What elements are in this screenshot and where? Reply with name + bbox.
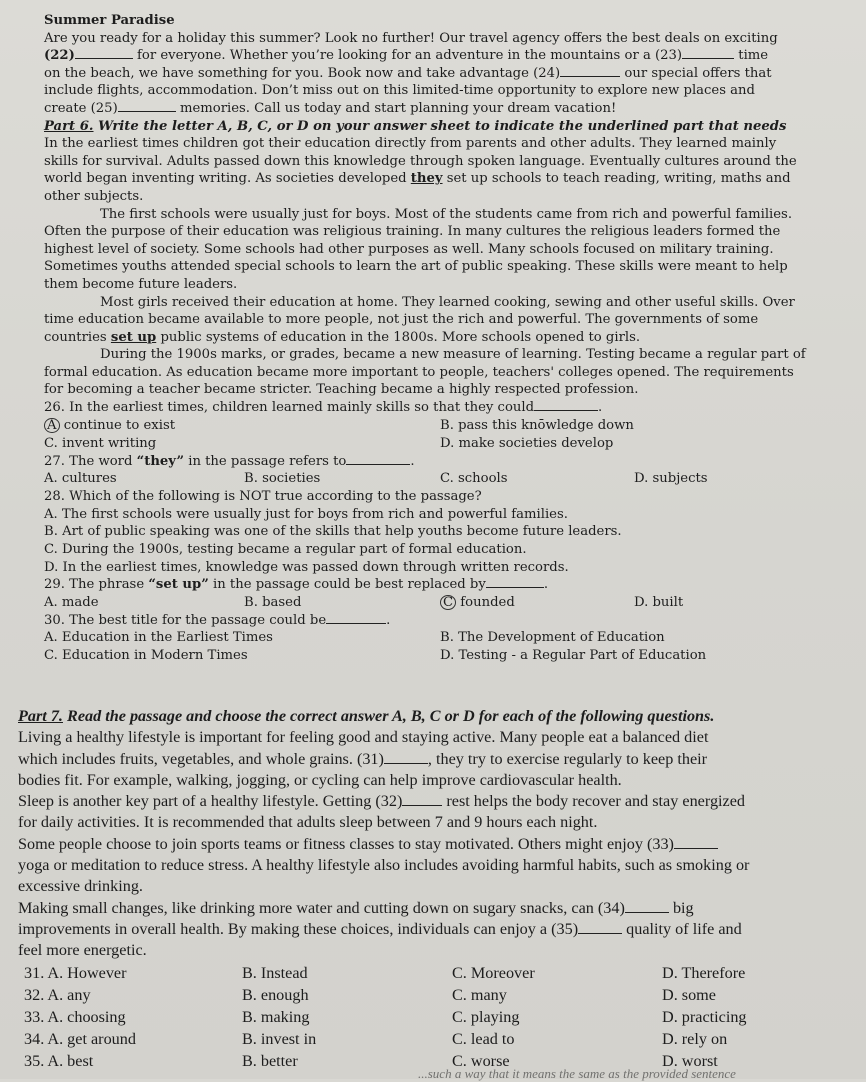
q35-option-d[interactable]: D. worst: [662, 1052, 718, 1071]
blank-25-label: create (25): [44, 100, 118, 116]
p7-line-3: bodies fit. For example, walking, jogging, or cycling can help improve cardiovascular health.: [18, 770, 622, 789]
q27-option-b[interactable]: B. societies: [244, 471, 321, 487]
p7-line-7: yoga or meditation to reduce stress. A healthy lifestyle also includes avoiding harmful habits, such as smoking or: [18, 856, 750, 875]
q27-word: “they”: [136, 453, 185, 469]
q30-option-c[interactable]: C. Education in Modern Times: [44, 648, 248, 664]
q32-options: [18, 984, 853, 1006]
underlined-set-up: set up: [110, 329, 157, 345]
q27-blank: [346, 453, 410, 465]
p7-line-2-end: , they try to exercise regularly to keep their: [427, 749, 708, 768]
q34-option-c[interactable]: C. lead to: [452, 1030, 515, 1049]
q27-stem-pre: 27. The word: [44, 453, 133, 469]
q27-options: [44, 470, 836, 488]
q31-options: [18, 962, 853, 984]
part6-instruction: Write the letter A, B, C, or D on your answer sheet to indicate the underlined part that needs: [98, 118, 787, 134]
q33-options: [18, 1006, 853, 1028]
q26-stem: 26. In the earliest times, children learned mainly skills so that they could .: [44, 400, 603, 416]
q29-word: “set up”: [148, 577, 209, 593]
q35-option-a[interactable]: 35. A. best: [24, 1052, 94, 1071]
q28-option-c[interactable]: C. During the 1900s, testing became a regular part of formal education.: [44, 542, 527, 558]
q30-stem: 30. The best title for the passage could be .: [44, 612, 391, 628]
q28-option-d[interactable]: D. In the earliest times, knowledge was passed down through written records.: [44, 559, 569, 575]
p7-line-9-text: Making small changes, like drinking more water and cutting down on sugary snacks, can (34): [18, 898, 625, 917]
p6-para4-line1: During the 1900s marks, or grades, became a new measure of learning. Testing became a regular part of: [100, 347, 806, 363]
q27-stem: 27. The word “they” in the passage refers to .: [44, 453, 415, 469]
q30-option-b[interactable]: B. The Development of Education: [440, 630, 665, 646]
q33-option-b[interactable]: B. making: [242, 1007, 310, 1026]
q28-option-b[interactable]: B. Art of public speaking was one of the skills that help youths become future leaders.: [44, 524, 622, 540]
q31-option-b[interactable]: B. Instead: [242, 963, 308, 982]
p7-line-10-end: quality of life and: [626, 919, 742, 938]
q31-option-a[interactable]: 31. A. However: [24, 963, 127, 982]
q28-stem: 28. Which of the following is NOT true according to the passage?: [44, 489, 482, 505]
blank-22-label: (22): [44, 48, 75, 64]
p7-line-2: [18, 749, 853, 770]
part5-line-3-end: our special offers that: [624, 65, 772, 81]
q29-option-c[interactable]: founded: [460, 594, 515, 610]
p7-line-11: feel more energetic.: [18, 941, 147, 960]
part5-line-5: [44, 100, 836, 118]
q27-option-a[interactable]: A. cultures: [44, 471, 117, 487]
q26-option-a-circled[interactable]: A: [44, 418, 60, 433]
part5-line-3: [44, 65, 836, 83]
part5-line-4: include flights, accommodation. Don’t miss out on this limited-time opportunity to explore new places and: [44, 83, 755, 99]
p6-para2-line3: highest level of society. Some schools had other purposes as well. Many schools focused on military training.: [44, 241, 774, 257]
part5-line-2: [44, 47, 836, 65]
q30-option-d[interactable]: D. Testing - a Regular Part of Education: [440, 648, 707, 664]
q34-option-b[interactable]: B. invest in: [242, 1030, 317, 1049]
q29-blank: [486, 576, 544, 588]
part6-heading: [44, 118, 836, 136]
p6-para3-line3: [44, 329, 836, 347]
underlined-they: they: [410, 171, 443, 187]
q29-stem-pre: 29. The phrase: [44, 577, 145, 593]
p7-line-8: excessive drinking.: [18, 877, 143, 896]
q29-option-d[interactable]: D. built: [634, 594, 684, 610]
q26-options-row2: [44, 435, 836, 453]
q32-option-d[interactable]: D. some: [662, 985, 716, 1004]
q31-option-d[interactable]: D. Therefore: [662, 963, 746, 982]
blank-32: [402, 792, 442, 806]
q34-option-d[interactable]: D. rely on: [662, 1030, 728, 1049]
q28-option-a[interactable]: A. The first schools were usually just for boys from rich and powerful families.: [44, 506, 568, 522]
q32-option-c[interactable]: C. many: [452, 985, 507, 1004]
q27-option-d[interactable]: D. subjects: [634, 471, 708, 487]
q33-option-c[interactable]: C. playing: [452, 1007, 520, 1026]
q35-option-c[interactable]: C. worse: [452, 1052, 510, 1071]
p7-line-4-text: Sleep is another key part of a healthy lifestyle. Getting (32): [18, 792, 403, 811]
q30-stem-text: 30. The best title for the passage could be: [44, 612, 327, 628]
p7-line-4: [18, 791, 853, 812]
q33-option-a[interactable]: 33. A. choosing: [24, 1007, 126, 1026]
p7-line-9-end: big: [672, 898, 694, 917]
q27-stem-post: in the passage refers to: [188, 453, 347, 469]
q26-stem-text: 26. In the earliest times, children learned mainly skills so that they could: [44, 400, 535, 416]
cutoff-text-line: ...such a way that it means the same as the provided sentence: [418, 1066, 736, 1081]
p6-para4-line2: formal education. As education became more important to people, teachers' colleges opened. The requirements: [44, 364, 794, 380]
p6-para2-line4: Sometimes youths attended special schools to learn the art of public speaking. These skills were meant to help: [44, 259, 788, 275]
q34-options: [18, 1028, 853, 1050]
q29-options: [44, 594, 836, 612]
blank-23: [682, 47, 734, 59]
p7-line-10: [18, 919, 853, 940]
p7-line-5: for daily activities. It is recommended that adults sleep between 7 and 9 hours each night.: [18, 813, 598, 832]
q30-options-row1: [44, 629, 836, 647]
p6-para1-line3-text: world began inventing writing. As societies developed: [44, 171, 407, 187]
part5-line-3-text: on the beach, we have something for you. Book now and take advantage (24): [44, 65, 561, 81]
blank-31: [384, 750, 428, 764]
q29-option-b[interactable]: B. based: [244, 594, 302, 610]
q32-option-a[interactable]: 32. A. any: [24, 985, 91, 1004]
q26-option-b[interactable]: B. pass this knōwledge down: [440, 417, 634, 433]
q29-stem-post: in the passage could be best replaced by: [213, 577, 486, 593]
p7-line-10-text: improvements in overall health. By making these choices, individuals can enjoy a (35): [18, 919, 579, 938]
q29-option-a[interactable]: A. made: [44, 594, 99, 610]
p6-para1-line4: other subjects.: [44, 188, 144, 204]
q30-blank: [326, 612, 386, 624]
p6-para1-line3: [44, 170, 836, 188]
part7-section: [18, 706, 853, 1081]
q26-options-row1: [44, 417, 836, 435]
q29-option-c-circled[interactable]: C: [440, 595, 456, 610]
p6-para4-line3: for becoming a teacher became stricter. Teaching became a highly respected profession.: [44, 382, 639, 398]
p6-para1-line3-end: set up schools to teach reading, writing, maths and: [446, 171, 791, 187]
part7-label: Part 7.: [18, 707, 63, 725]
p6-para1-line1: In the earliest times children got their education directly from parents and other adults. They learned mainly: [44, 136, 777, 152]
p7-line-9: [18, 898, 853, 919]
p6-para2-line1: The first schools were usually just for boys. Most of the students came from rich and powerful families.: [100, 206, 793, 222]
p7-line-1: Living a healthy lifestyle is important for feeling good and staying active. Many people eat a balanced diet: [18, 728, 709, 747]
q29-stem: 29. The phrase “set up” in the passage could be best replaced by .: [44, 577, 549, 593]
q26-option-a[interactable]: continue to exist: [63, 417, 176, 433]
blank-35: [578, 920, 622, 934]
p7-line-6: [18, 834, 853, 855]
blank-22: [75, 47, 133, 59]
part6-label: Part 6.: [44, 118, 94, 134]
q32-option-b[interactable]: B. enough: [242, 985, 309, 1004]
part5-line-2-end: time: [738, 48, 769, 64]
q31-option-c[interactable]: C. Moreover: [452, 963, 535, 982]
q33-option-d[interactable]: D. practicing: [662, 1007, 747, 1026]
q26-blank: [534, 399, 598, 411]
blank-24: [560, 65, 620, 77]
blank-34: [625, 899, 669, 913]
p6-para1-line2: skills for survival. Adults passed down this knowledge through spoken language. Eventually cultures around the: [44, 153, 797, 169]
part5-line-1: Are you ready for a holiday this summer? Look no further! Our travel agency offers the best deals on exciting: [44, 30, 778, 46]
q34-option-a[interactable]: 34. A. get around: [24, 1030, 136, 1049]
q26-option-c[interactable]: C. invent writing: [44, 435, 157, 451]
p7-line-4-end: rest helps the body recover and stay energized: [446, 792, 745, 811]
q27-option-c[interactable]: C. schools: [440, 471, 508, 487]
part5-line-2-text: for everyone. Whether you’re looking for an adventure in the mountains or a (23): [137, 48, 683, 64]
q30-option-a[interactable]: A. Education in the Earliest Times: [44, 630, 273, 646]
p6-para2-line5: them become future leaders.: [44, 276, 238, 292]
p6-para3-line3-end: public systems of education in the 1800s. More schools opened to girls.: [160, 329, 641, 345]
p7-line-2-text: which includes fruits, vegetables, and whole grains. (31): [18, 749, 384, 768]
p6-para3-line2: time education became available to more people, not just the rich and powerful. The governments of some: [44, 312, 759, 328]
q30-options-row2: [44, 647, 836, 665]
p7-line-6-text: Some people choose to join sports teams or fitness classes to stay motivated. Others might enjoy (33): [18, 834, 674, 853]
p6-para3-line3-text: countries: [44, 329, 107, 345]
passage-title: Summer Paradise: [44, 13, 175, 28]
q35-option-b[interactable]: B. better: [242, 1052, 298, 1071]
p6-para3-line1: Most girls received their education at home. They learned cooking, sewing and other useful skills. Over: [100, 294, 795, 310]
blank-33: [674, 835, 718, 849]
part7-heading: [18, 706, 853, 727]
part5-line-5-text: memories. Call us today and start planning your dream vacation!: [179, 100, 617, 116]
blank-25: [118, 100, 176, 112]
part7-instruction: Read the passage and choose the correct answer A, B, C or D for each of the following questions.: [67, 707, 715, 725]
q26-option-d[interactable]: D. make societies develop: [440, 435, 614, 451]
p6-para2-line2: Often the purpose of their education was religious training. In many cultures the religious leaders formed the: [44, 224, 781, 240]
